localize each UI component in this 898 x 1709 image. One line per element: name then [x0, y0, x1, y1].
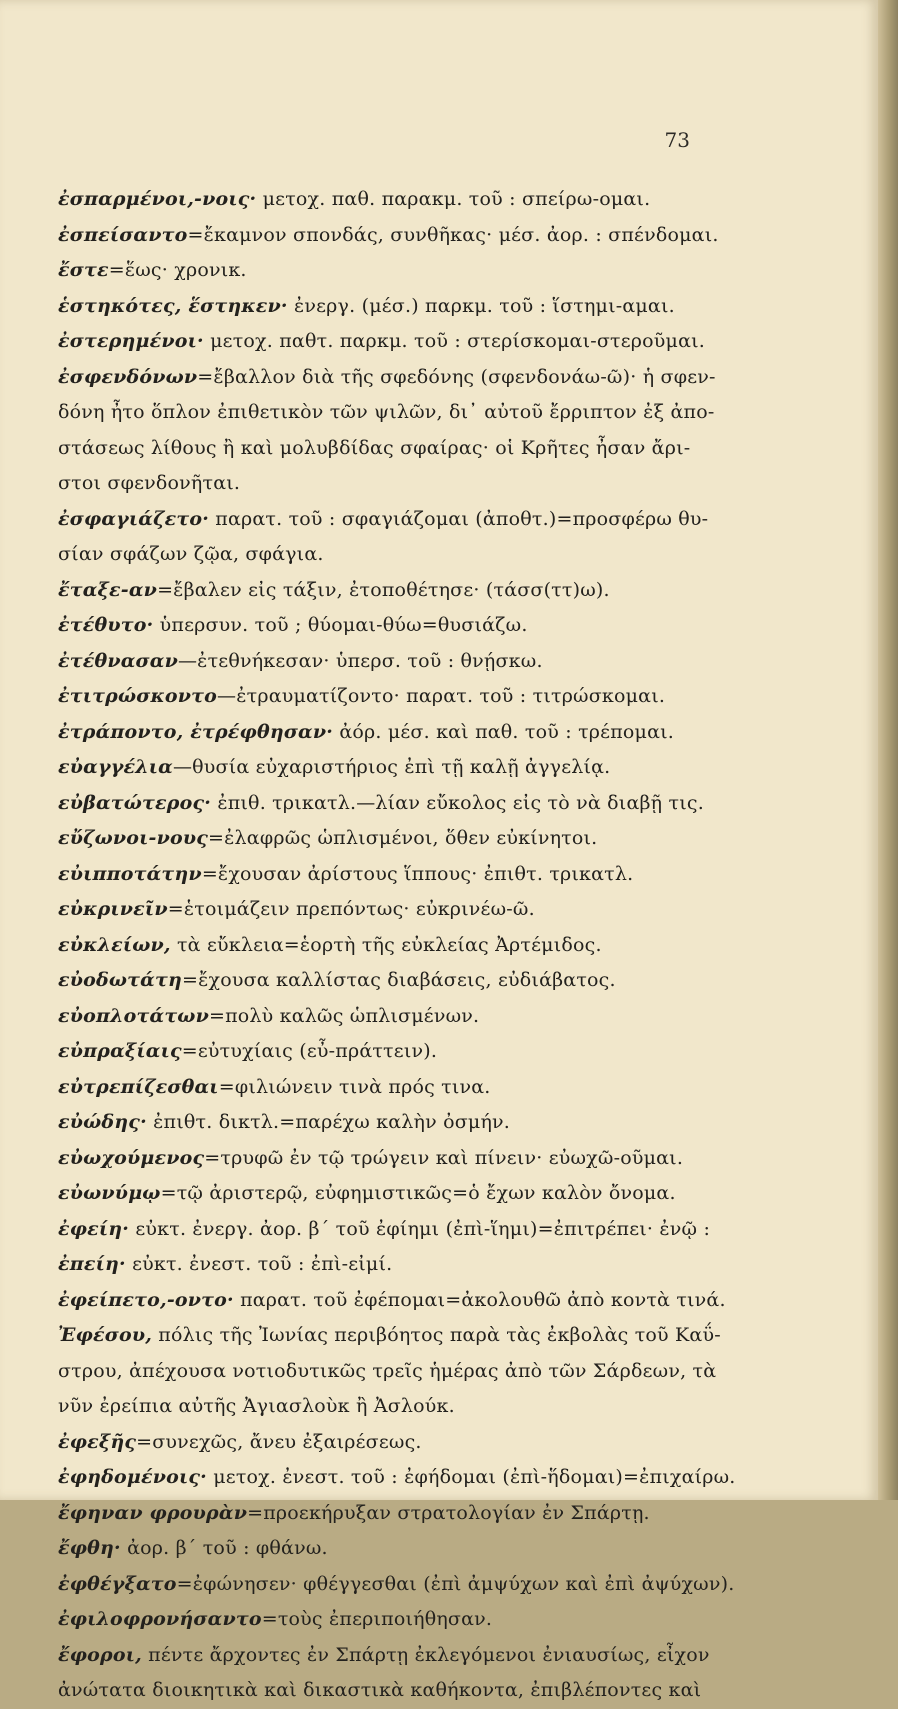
- definition-text: σίαν σφάζων ζῷα, σφάγια.: [58, 543, 324, 565]
- headword: ἐσπαρμένοι,-νοις·: [58, 188, 257, 210]
- continuation-line: [58, 1354, 788, 1390]
- definition-text: ἐνεργ. (μέσ.) παρκμ. τοῦ : ἵστημι-αμαι.: [287, 294, 675, 317]
- glossary-entry-line: [58, 1567, 788, 1603]
- headword: Ἐφέσου,: [58, 1324, 153, 1346]
- continuation-line: [58, 1673, 788, 1709]
- definition-text: εὐκτ. ἐνεστ. τοῦ : ἐπὶ-εἰμί.: [125, 1253, 393, 1275]
- definition-text: δόνη ἦτο ὅπλον ἐπιθετικὸν τῶν ψιλῶν, δι᾿ αὐτοῦ ἔρριπτον ἐξ ἀπο-: [58, 401, 715, 423]
- definition-text: =φιλιώνειν τινὰ πρός τινα.: [218, 1075, 491, 1098]
- headword: εὐώδης·: [58, 1111, 147, 1133]
- definition-text: μετοχ. παθ. παρακμ. τοῦ : σπείρω-ομαι.: [256, 188, 651, 210]
- definition-text: =ἔβαλλον διὰ τῆς σφεδόνης (σφενδονάω-ῶ)· ἡ σφεν-: [197, 365, 716, 388]
- glossary-entry-line: [58, 786, 788, 822]
- book-edge: [878, 0, 898, 1500]
- definition-text: ἐπιθτ. δικτλ.=παρέχω καλὴν ὀσμήν.: [146, 1111, 511, 1133]
- headword: ἐφείη·: [58, 1217, 130, 1240]
- headword: ἐφιλοφρονήσαντο: [58, 1608, 262, 1630]
- glossary-entry-line: [58, 1247, 788, 1283]
- glossary-entry-line: [58, 608, 788, 644]
- headword: ἐσπείσαντο: [58, 223, 188, 246]
- definition-text: =εὐτυχίαις (εὖ-πράττειν).: [181, 1040, 438, 1062]
- glossary-entry-line: [58, 502, 788, 538]
- definition-text: =ἕως· χρονικ.: [108, 259, 247, 281]
- glossary-entry-line: [58, 679, 788, 715]
- definition-text: ἐπιθ. τρικατλ.—λίαν εὔκολος εἰς τὸ νὰ διαβῇ τις.: [211, 791, 704, 814]
- continuation-line: [58, 1389, 788, 1425]
- definition-text: ὑπερσυν. τοῦ ; θύομαι-θύω=θυσιάζω.: [153, 614, 528, 636]
- headword: ἐτιτρώσκοντο: [58, 685, 218, 707]
- headword: εὐιπποτάτην: [58, 862, 202, 885]
- glossary-entry-line: [58, 644, 788, 680]
- definition-text: πέντε ἄρχοντες ἐν Σπάρτῃ ἐκλεγόμενοι ἐνιαυσίως, εἶχον: [141, 1643, 710, 1666]
- glossary-entry-line: [58, 857, 788, 893]
- definition-text: —ἐτεθνήκεσαν· ὑπερσ. τοῦ : θνῄσκω.: [177, 649, 543, 672]
- glossary-entry-line: [58, 253, 788, 289]
- definition-text: =ἔκαμνον σπονδάς, συνθῆκας· μέσ. ἀορ. : σπένδομαι.: [187, 223, 719, 246]
- glossary-entry-line: [58, 1141, 788, 1177]
- glossary-entry-line: [58, 928, 788, 964]
- headword: ἐφηδομένοις·: [58, 1466, 207, 1488]
- continuation-line: [58, 431, 788, 467]
- glossary-entry-line: [58, 892, 788, 928]
- definition-text: ἀνώτατα διοικητικὰ καὶ δικαστικὰ καθήκοντα, ἐπιβλέποντες καὶ: [58, 1679, 702, 1701]
- glossary-entry-line: [58, 750, 788, 786]
- definition-text: παρατ. τοῦ ἐφέπομαι=ἀκολουθῶ ἀπὸ κοντὰ τινά.: [233, 1288, 726, 1311]
- headword: ἔφθη·: [58, 1537, 121, 1559]
- continuation-line: [58, 537, 788, 573]
- definition-text: =πολὺ καλῶς ὡπλισμένων.: [208, 1004, 480, 1027]
- headword: ἑστηκότες, ἕστηκεν·: [58, 294, 288, 317]
- definition-text: παρατ. τοῦ : σφαγιάζομαι (ἀποθτ.)=προσφέρω θυ-: [209, 507, 709, 530]
- definition-text: στάσεως λίθους ἢ καὶ μολυβδίδας σφαίρας· οἱ Κρῆτες ἦσαν ἄρι-: [58, 436, 691, 459]
- glossary-entry-line: [58, 1034, 788, 1070]
- glossary-entry-line: [58, 573, 788, 609]
- definition-text: εὐκτ. ἐνεργ. ἀορ. β΄ τοῦ ἐφίημι (ἐπὶ-ἵημι)=ἐπιτρέπει· ἐνῷ :: [129, 1217, 711, 1240]
- headword: ἐφείπετο,-οντο·: [58, 1288, 234, 1311]
- glossary-entry-line: [58, 821, 788, 857]
- headword: εὐπραξίαις: [58, 1040, 182, 1062]
- headword: εὐοδωτάτη: [58, 969, 182, 991]
- headword: ἐτέθυτο·: [58, 614, 154, 636]
- headword: ἔφοροι,: [58, 1643, 142, 1666]
- headword: ἐφθέγξατο: [58, 1572, 177, 1595]
- definition-text: =συνεχῶς, ἄνευ ἐξαιρέσεως.: [136, 1430, 422, 1453]
- headword: ἐπείη·: [58, 1253, 126, 1275]
- definition-text: =τῷ ἀριστερῷ, εὐφημιστικῶς=ὁ ἔχων καλὸν ὄνομα.: [160, 1182, 676, 1204]
- glossary-entry-line: [58, 324, 788, 360]
- headword: ἔφηναν φρουρὰν: [58, 1501, 248, 1524]
- glossary-entry-line: [58, 1283, 788, 1319]
- glossary-entry-line: [58, 1212, 788, 1248]
- definition-text: =προεκήρυξαν στρατολογίαν ἐν Σπάρτῃ.: [247, 1501, 650, 1524]
- continuation-line: [58, 395, 788, 431]
- continuation-line: [58, 466, 788, 502]
- glossary-entry-line: [58, 1070, 788, 1106]
- definition-text: μετοχ. ἐνεστ. τοῦ : ἐφήδομαι (ἐπὶ-ἥδομαι)=ἐπιχαίρω.: [207, 1466, 736, 1488]
- definition-text: =τοὺς ἐπεριποιήθησαν.: [261, 1608, 493, 1630]
- definition-text: =ἐφώνησεν· φθέγγεσθαι (ἐπὶ ἀμψύχων καὶ ἐπὶ ἀψύχων).: [176, 1572, 735, 1595]
- glossary-entry-line: [58, 963, 788, 999]
- headword: ἐφεξῆς: [58, 1430, 137, 1453]
- headword: ἐστερημένοι·: [58, 330, 204, 352]
- glossary-entries: [58, 182, 788, 1709]
- definition-text: στοι σφενδονῆται.: [58, 472, 241, 494]
- glossary-entry-line: [58, 218, 788, 254]
- glossary-entry-line: [58, 1460, 788, 1496]
- definition-text: =ἔχουσαν ἀρίστους ἵππους· ἐπιθτ. τρικατλ.: [201, 862, 634, 885]
- glossary-entry-line: [58, 1496, 788, 1532]
- definition-text: τὰ εὔκλεια=ἑορτὴ τῆς εὐκλείας Ἀρτέμιδος.: [170, 933, 602, 956]
- glossary-entry-line: [58, 1318, 788, 1354]
- definition-text: —ἐτραυματίζοντο· παρατ. τοῦ : τιτρώσκομαι.: [217, 685, 666, 707]
- headword: εὐαγγέλια: [58, 756, 173, 778]
- glossary-entry-line: [58, 182, 788, 218]
- definition-text: =τρυφῶ ἐν τῷ τρώγειν καὶ πίνειν· εὐωχῶ-οῦμαι.: [204, 1146, 684, 1169]
- glossary-entry-line: [58, 999, 788, 1035]
- glossary-entry-line: [58, 1105, 788, 1141]
- definition-text: =ἑτοιμάζειν πρεπόντως· εὐκρινέω-ῶ.: [167, 898, 535, 920]
- definition-text: ἀόρ. μέσ. καὶ παθ. τοῦ : τρέπομαι.: [333, 720, 675, 743]
- definition-text: μετοχ. παθτ. παρκμ. τοῦ : στερίσκομαι-στεροῦμαι.: [203, 330, 705, 352]
- headword: ἐτέθνασαν: [58, 649, 178, 672]
- headword: εὐωνύμῳ: [58, 1182, 161, 1204]
- glossary-entry-line: [58, 1176, 788, 1212]
- page-number: 73: [664, 128, 690, 152]
- glossary-entry-line: [58, 360, 788, 396]
- glossary-entry-line: [58, 1602, 788, 1638]
- glossary-entry-line: [58, 1531, 788, 1567]
- definition-text: στρου, ἀπέχουσα νοτιοδυτικῶς τρεῖς ἡμέρας ἀπὸ τῶν Σάρδεων, τὰ: [58, 1359, 717, 1382]
- headword: εὐοπλοτάτων: [58, 1004, 209, 1027]
- glossary-entry-line: [58, 289, 788, 325]
- headword: εὔζωνοι-νους: [58, 827, 209, 849]
- definition-text: πόλις τῆς Ἰωνίας περιβόητος παρὰ τὰς ἐκβολὰς τοῦ Καΰ-: [152, 1324, 721, 1346]
- headword: εὐβατώτερος·: [58, 791, 212, 814]
- definition-text: νῦν ἐρείπια αὐτῆς Ἀγιασλοὺκ ἢ Ἀσλούκ.: [58, 1395, 455, 1417]
- headword: ἐτράποντο, ἐτρέφθησαν·: [58, 720, 334, 743]
- glossary-entry-line: [58, 1425, 788, 1461]
- headword: ἔταξε-αν: [58, 578, 158, 601]
- definition-text: ἀορ. β΄ τοῦ : φθάνω.: [120, 1537, 328, 1559]
- headword: ἐσφαγιάζετο·: [58, 507, 210, 530]
- glossary-entry-line: [58, 715, 788, 751]
- headword: ἐσφενδόνων: [58, 365, 198, 388]
- headword: εὐτρεπίζεσθαι: [58, 1075, 219, 1098]
- definition-text: =ἐλαφρῶς ὡπλισμένοι, ὅθεν εὐκίνητοι.: [208, 827, 598, 849]
- glossary-entry-line: [58, 1638, 788, 1674]
- definition-text: —θυσία εὐχαριστήριος ἐπὶ τῇ καλῇ ἀγγελίᾳ.: [172, 756, 611, 778]
- headword: εὐκλείων,: [58, 933, 171, 956]
- headword: εὐωχούμενος: [58, 1146, 205, 1169]
- definition-text: =ἔβαλεν εἰς τάξιν, ἐτοποθέτησε· (τάσσ(ττ)ω).: [157, 578, 610, 601]
- headword: ἔστε: [58, 259, 109, 281]
- definition-text: =ἔχουσα καλλίστας διαβάσεις, εὐδιάβατος.: [181, 969, 616, 991]
- headword: εὐκρινεῖν: [58, 898, 168, 920]
